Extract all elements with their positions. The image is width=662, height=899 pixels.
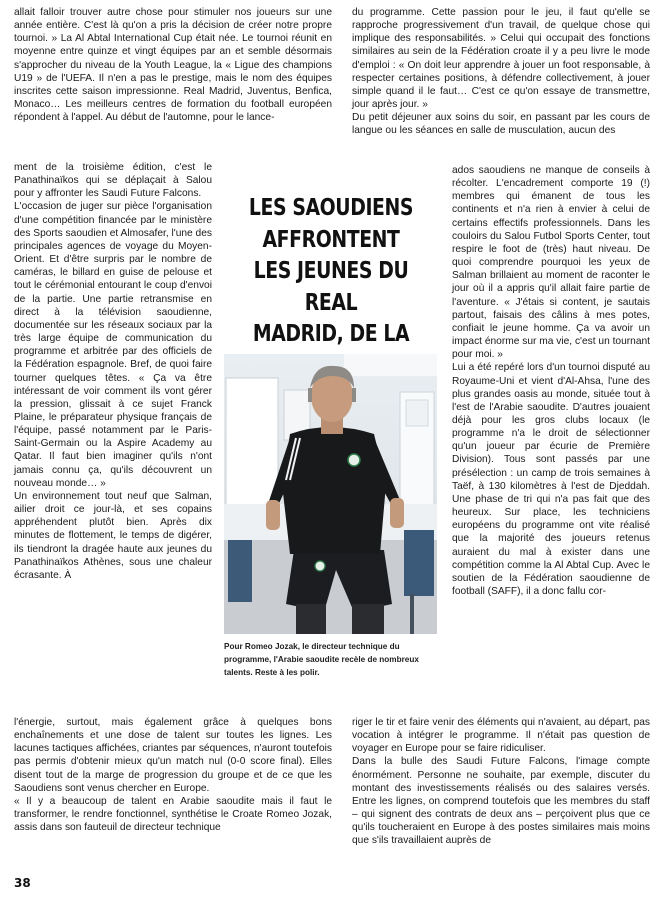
right-column-narrow bbox=[452, 164, 650, 598]
right-column-top bbox=[352, 6, 650, 138]
paragraph: « Il y a beaucoup de talent en Arabie saoudite mais il faut le transformer, le rendre fonctionnel, synthétise le Croate Romeo Jozak, assis dans son fauteuil de directeur technique bbox=[14, 795, 332, 834]
paragraph: Dans la bulle des Saudi Future Falcons, l'image compte énormément. Personne ne souhaite, par exemple, discuter du montant des investissements réalisés ou des salaires versés. Entre les lignes, on comprend toutefois que les membres du staff – qui signent des contrats de deux ans – perçoivent plus que ce qu'ils toucheraient en Europe à des postes similaires mais moins que s'ils travaillaient auprès de bbox=[352, 756, 650, 847]
left-column-top bbox=[14, 6, 332, 124]
paragraph: riger le tir et faire venir des éléments qui n'avaient, au départ, pas vocation à intégrer le programme. Il n'était pas question de voyager en Europe pour se faire ridiculiser. bbox=[352, 717, 650, 755]
photo-caption: Pour Romeo Jozak, le directeur technique du programme, l'Arabie saoudite recèle de nombreux talents. Reste à les polir. bbox=[224, 642, 419, 678]
headline-line: LES SAOUDIENS bbox=[248, 195, 414, 221]
left-column-narrow bbox=[14, 161, 212, 582]
headline-line: AFFRONTENT bbox=[262, 226, 400, 253]
paragraph: du programme. Cette passion pour le jeu, il faut qu'elle se rapproche progressivement d'un travail, de quelque chose qui implique des responsabilités. » Celui qui occupait des fonctions similaires au sein de la Fédération croate il y a peu livre le mode d'emploi : « On doit leur apprendre à jouer un foot responsable, à respecter certaines positions, à défendre collectivement, à jouer simple quand il le faut… C'est ce qu'on essaye de transmettre, jour après jour. » bbox=[352, 7, 650, 111]
headline-line: MADRID, DE LA bbox=[252, 321, 410, 347]
paragraph: Du petit déjeuner aux soins du soir, en passant par les cours de langue ou les séances en salle de musculation, aucun des bbox=[352, 112, 650, 137]
paragraph: l'énergie, surtout, mais également grâce à quelques bons enchaînements et une dose de talent sur toutes les lignes. Les lacunes tactiques affichées, criantes par séquences, n'auront toutefois pas permis d'obtenir mieux qu'un match nul (0-0 score final). Elles disent tout de la marge de progression du groupe et de ce que les Saoudiens sont venus chercher en Europe. bbox=[14, 717, 332, 794]
right-column-bottom bbox=[352, 716, 650, 848]
paragraph: Lui a été repéré lors d'un tournoi disputé au Royaume-Uni et vient d'Al-Ahsa, l'une des plus grandes oasis au monde, située tout à l'est de l'Arabie saoudite. D'autres jouaient déjà pour les gros clubs locaux (le programme n'a le droit de sélectionner qu'un joueur par écurie de Première Division). Tous sont passés par une présélection : un camp de trois semaines à Taëf, à 130 kilomètres à l'est de Djeddah. Une phase de tri qui n'a pas fait que des heureux. Sur place, les techniciens européens du programme ont vite réalisé que la majorité des joueurs retenus auraient du mal à exister dans une compétition comme la Al Abtal Cup. Avec le soutien de la Fédération saoudienne de football (SAFF), il a donc fallu cor- bbox=[452, 362, 650, 597]
page-number: 38 bbox=[14, 876, 31, 890]
paragraph: L'occasion de juger sur pièce l'organisation d'une compétition financée par le ministère des Sports saoudien et Almosafer, l'une des principales agences de voyage du Moyen-Orient. Et d'être surpris par le nombre de caméras, le billard en guise de pelouse et tout le cérémonial entourant le coup d'envoi de la partie. Une partie retransmise en direct à la télévision saoudienne, documentée sur les réseaux sociaux par la très large équipe de communication du programme et arbitrée par des officiels de la Fédération espagnole. Bref, de quoi faire tourner quelques têtes. « Ça va être intéressant de voir comment ils vont gérer la pression, glissait à ce sujet Franck Plaine, le préparateur physique français de l'équipe, passé notamment par le Paris-Saint-Germain ou la Aspire Academy au Qatar. Il faut bien imaginer qu'ils n'ont jamais connu ça, qu'ils découvrent un nouveau monde… » bbox=[14, 201, 212, 489]
headline-line: LES JEUNES DU REAL bbox=[253, 258, 409, 316]
paragraph: ment de la troisième édition, c'est le Panathinaïkos qui se déplaçait à Salou pour y affronter les Saudi Future Falcons. bbox=[14, 162, 212, 200]
paragraph: ados saoudiens ne manque de conseils à récolter. L'encadrement comporte 19 (!) membres qui émanent de tous les continents et n'a rien à envier à celui de certains effectifs professionnels. Dans les couloirs du Salou Futbol Sports Center, tout respire le foot de (très) haut niveau. De quoi comprendre pourquoi les yeux de Salman brillaient au moment de raconter le jour où il a appris qu'il allait faire partie de l'aventure. « J'étais si content, je sautais partout, faisais des câlins à mes potes, confiait le jeune homme. Ça va avoir un impact énorme sur ma vie, c'est un tournant pour moi. » bbox=[452, 165, 650, 361]
paragraph: Un environnement tout neuf que Salman, ailier droit ce jour-là, et ses copains appréhendent plutôt bien. Après dix minutes de flottement, le temps de digérer, ils tiendront la dragée haute aux jeunes du Panathinaïkos Athènes, sous une chaleur écrasante. À bbox=[14, 490, 212, 581]
left-column-bottom bbox=[14, 716, 332, 834]
paragraph: allait falloir trouver autre chose pour stimuler nos joueurs sur une année entière. C'est là qu'on a pris la décision de créer notre propre tournoi. » La Al Abtal International Cup était née. Le tournoi réunit en moyenne entre quinze et vingt équipes par an et semble désormais s'approcher du niveau de la Youth League, la « Ligue des champions U19 » de l'UEFA. Il n'en a pas le prestige, mais le nom des équipes inscrites cette saison impressionne. Real Madrid, Juventus, Benfica, Monaco… Les meilleurs centres de formation du football européen répondent à l'appel. Au début de l'automne, pour le lance- bbox=[14, 7, 332, 124]
coach-photo bbox=[224, 354, 437, 634]
